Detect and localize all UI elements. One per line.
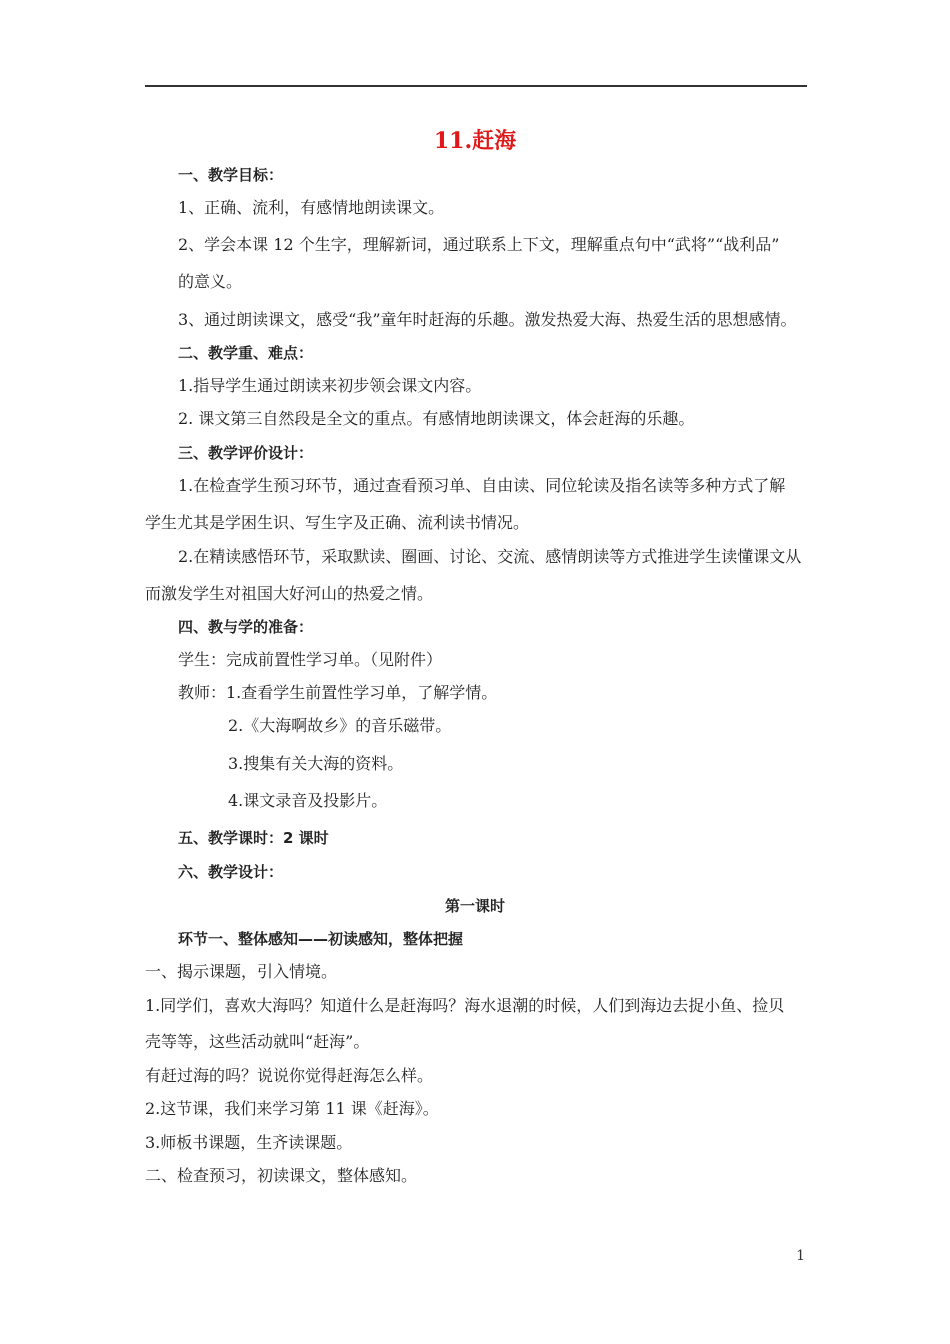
lesson-heading: 第一课时 bbox=[444, 897, 505, 915]
paragraph: 1.指导学生通过朗读来初步领会课文内容。 bbox=[178, 376, 482, 395]
step-heading: 环节一、整体感知——初读感知，整体把握 bbox=[178, 930, 464, 948]
paragraph: 一、揭示课题，引入情境。 bbox=[145, 962, 338, 981]
section-heading-design: 六、教学设计： bbox=[178, 863, 284, 881]
list-item: 3.搜集有关大海的资料。 bbox=[228, 754, 404, 773]
paragraph: 3、通过朗读课文，感受“我”童年时赶海的乐趣。激发热爱大海、热爱生活的思想感情。 bbox=[178, 310, 797, 329]
list-item: 2.《大海啊故乡》的音乐磁带。 bbox=[228, 716, 452, 735]
paragraph: 1.同学们，喜欢大海吗？知道什么是赶海吗？海水退潮的时候，人们到海边去捉小鱼、捡贝 bbox=[145, 996, 785, 1015]
section-heading-objectives: 一、教学目标： bbox=[178, 166, 284, 184]
paragraph: 3.师板书课题，生齐读课题。 bbox=[145, 1133, 353, 1152]
paragraph: 2.在精读感悟环节，采取默读、圈画、讨论、交流、感情朗读等方式推进学生读懂课文从 bbox=[178, 547, 802, 566]
section-heading-evaluation: 三、教学评价设计： bbox=[178, 444, 314, 462]
section-heading-lesson-hours: 五、教学课时：2 课时 bbox=[178, 829, 329, 847]
paragraph: 壳等等，这些活动就叫“赶海”。 bbox=[145, 1032, 370, 1051]
page-number: 1 bbox=[796, 1248, 805, 1264]
paragraph: 1、正确、流利，有感情地朗读课文。 bbox=[178, 198, 445, 217]
section-heading-key-points: 二、教学重、难点： bbox=[178, 344, 314, 362]
paragraph: 2.这节课，我们来学习第 11 课《赶海》。 bbox=[145, 1099, 439, 1118]
paragraph: 2. 课文第三自然段是全文的重点。有感情地朗读课文，体会赶海的乐趣。 bbox=[178, 409, 695, 428]
paragraph: 学生尤其是学困生识、写生字及正确、流利读书情况。 bbox=[145, 513, 530, 532]
document-title: 11.赶海 bbox=[433, 128, 517, 154]
section-heading-preparation: 四、教与学的准备： bbox=[178, 618, 314, 636]
paragraph: 而激发学生对祖国大好河山的热爱之情。 bbox=[145, 584, 434, 603]
paragraph: 1.在检查学生预习环节，通过查看预习单、自由读、同位轮读及指名读等多种方式了解 bbox=[178, 476, 786, 495]
header-rule bbox=[145, 85, 807, 87]
list-item: 4.课文录音及投影片。 bbox=[228, 791, 388, 810]
paragraph: 2、学会本课 12 个生字，理解新词，通过联系上下文，理解重点句中“武将”“战利品” bbox=[178, 235, 780, 254]
paragraph: 教师：1.查看学生前置性学习单，了解学情。 bbox=[178, 683, 498, 702]
paragraph: 有赶过海的吗？说说你觉得赶海怎么样。 bbox=[145, 1066, 434, 1085]
paragraph: 二、检查预习，初读课文，整体感知。 bbox=[145, 1166, 418, 1185]
paragraph: 的意义。 bbox=[178, 272, 243, 291]
paragraph: 学生：完成前置性学习单。（见附件） bbox=[178, 650, 443, 669]
